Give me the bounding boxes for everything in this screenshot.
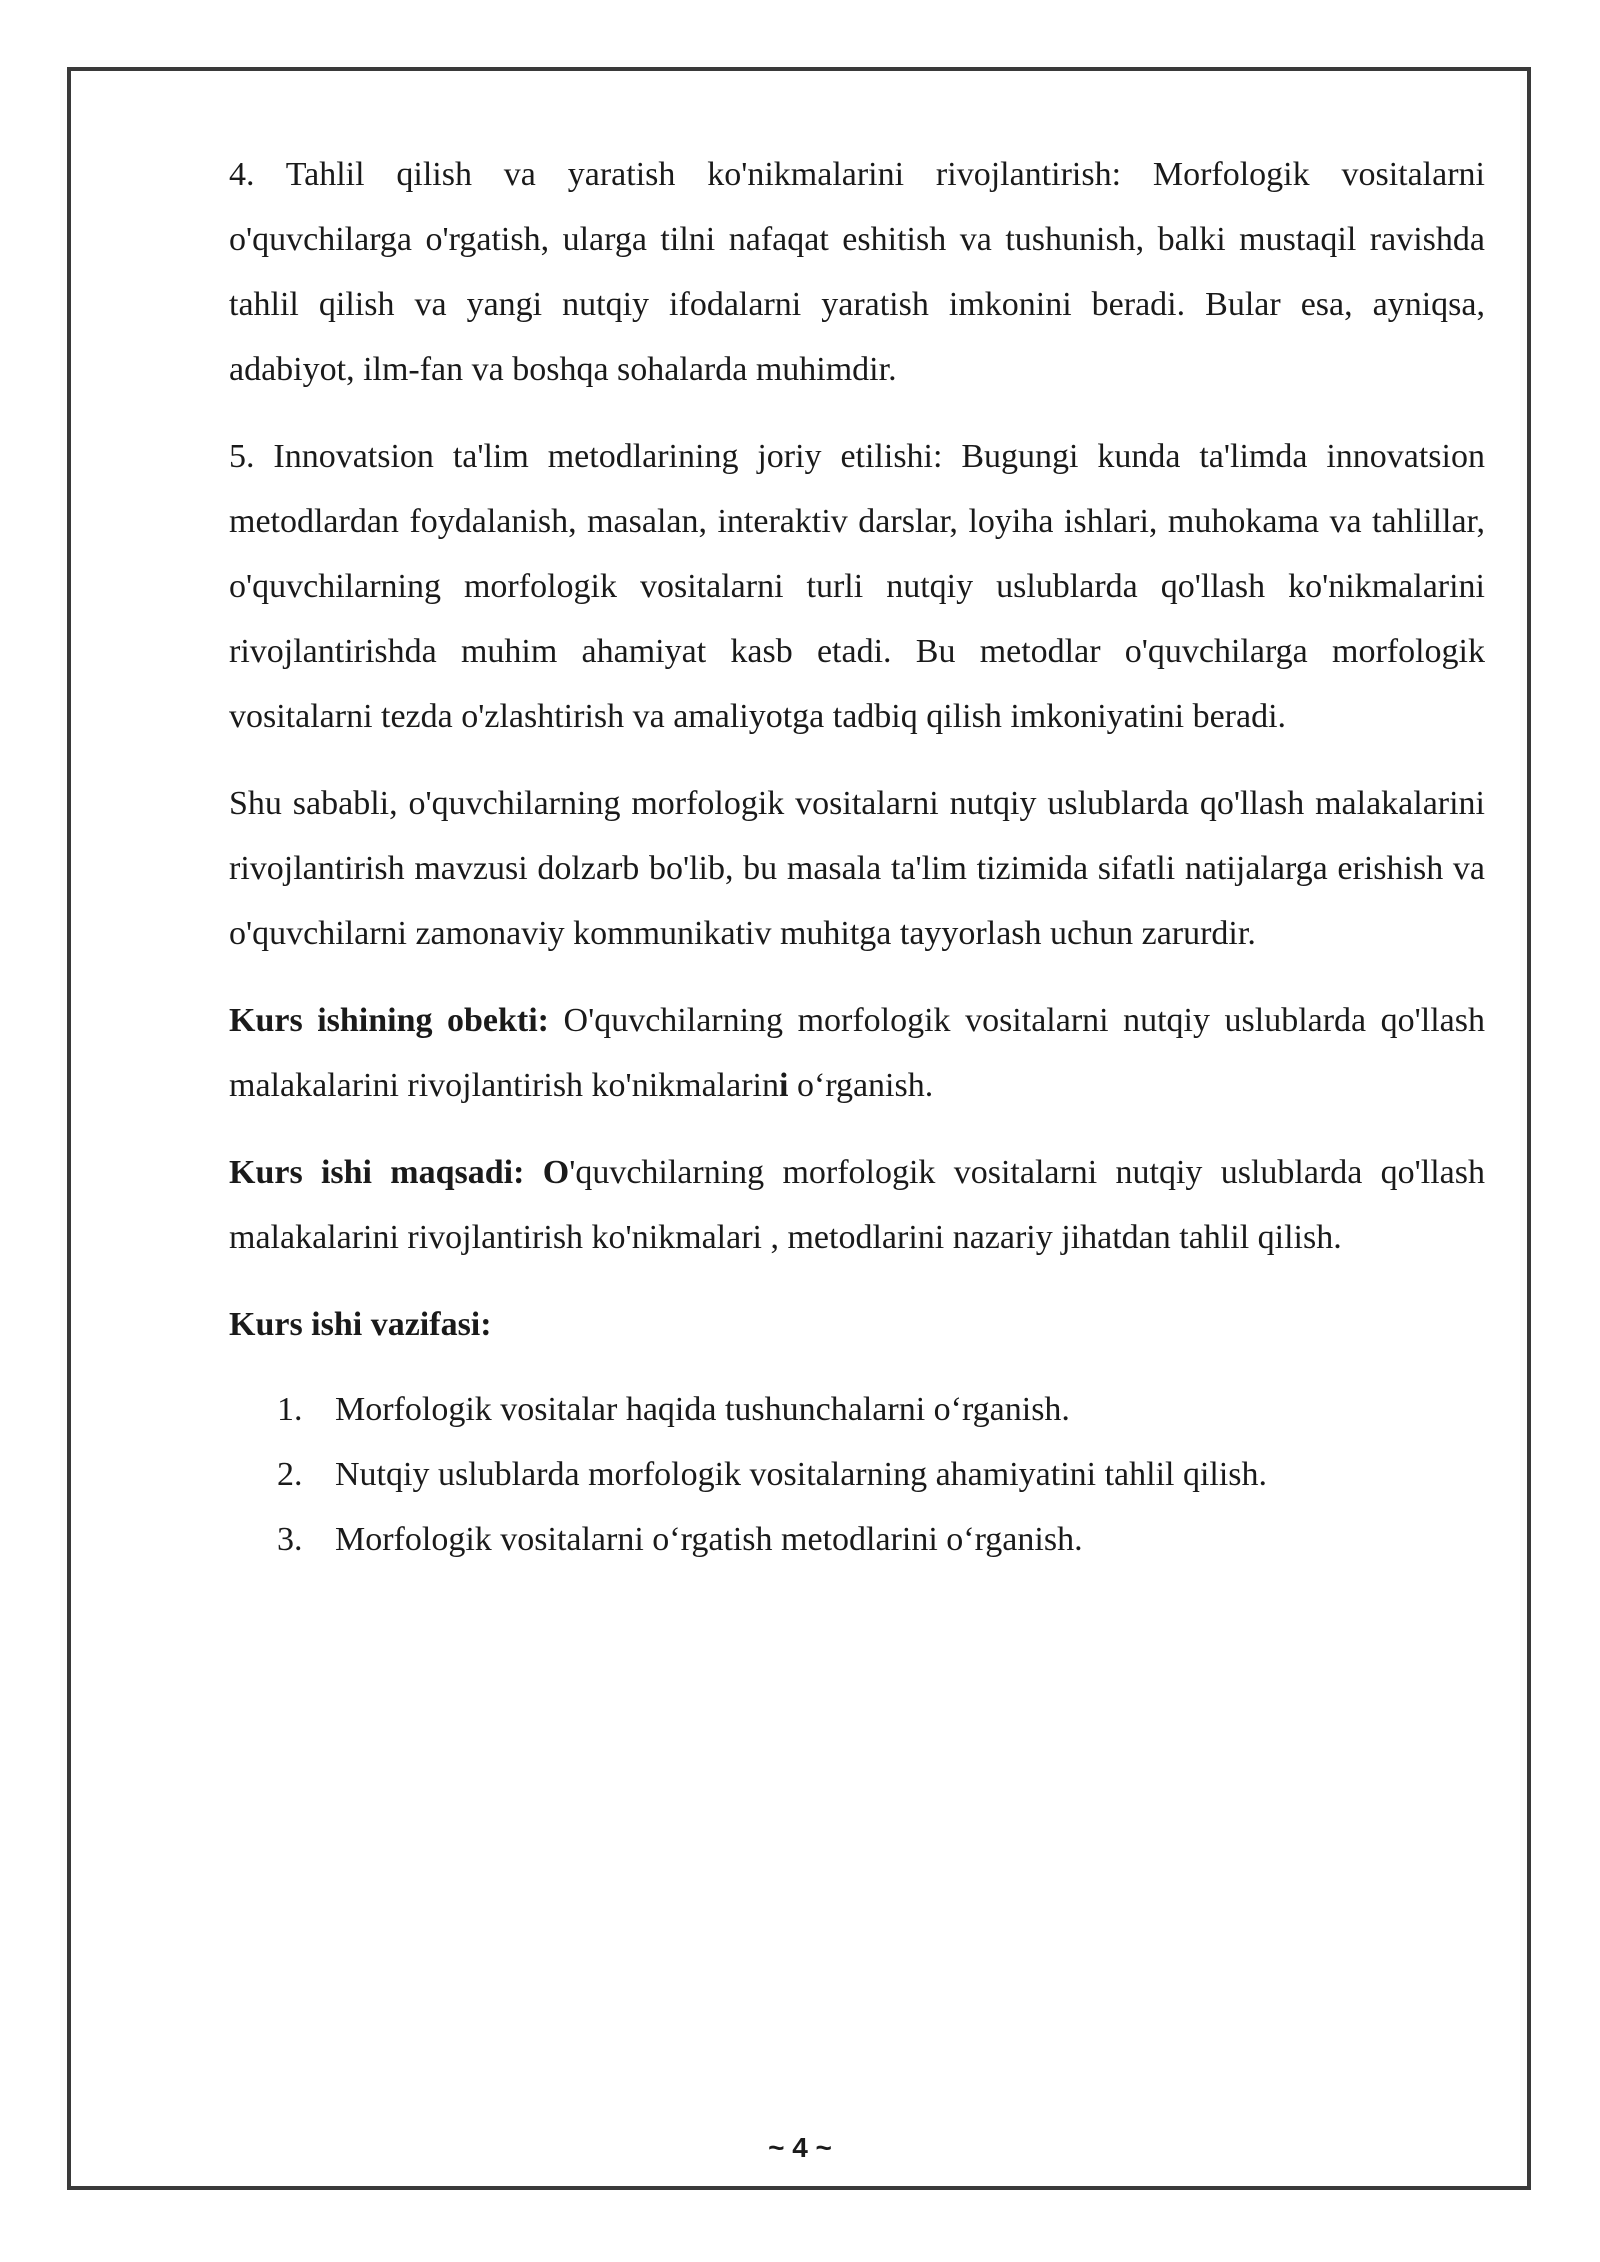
course-goal-label: Kurs ishi maqsadi: bbox=[229, 1154, 543, 1191]
list-item-text: Morfologik vositalarni o‘rgatish metodlarini o‘rganish. bbox=[335, 1521, 1083, 1558]
paragraph-conclusion: Shu sababli, o'quvchilarning morfologik vositalarni nutqiy uslublarda qo'llash malakalarini rivojlantirish mavzusi dolzarb bo'lib, bu masala ta'lim tizimida sifatli natijalarga erishish va o'quvchilarni zamonaviy kommunikativ muhitga tayyorlash uchun zarurdir. bbox=[229, 785, 1485, 952]
course-object-bold-letter: i bbox=[778, 1067, 789, 1104]
course-goal-text: 'quvchilarning morfologik vositalarni nutqiy uslublarda qo'llash malakalarini rivojlantirish ko'nikmalari , metodlarini nazariy jihatdan tahlil qilish. bbox=[229, 1154, 1485, 1256]
list-item bbox=[277, 1507, 1485, 1572]
document-body bbox=[229, 142, 1485, 1572]
list-item bbox=[277, 1377, 1485, 1442]
list-item-number: 2. bbox=[277, 1456, 303, 1493]
paragraph-analysis-skills: 4. Tahlil qilish va yaratish ko'nikmalarini rivojlantirish: Morfologik vositalarni o'quvchilarga o'rgatish, ularga tilni nafaqat eshitish va tushunish, balki mustaqil ravishda tahlil qilish va yangi nutqiy ifodalarni yaratish imkonini beradi. Bular esa, ayniqsa, adabiyot, ilm-fan va boshqa sohalarda muhimdir. bbox=[229, 156, 1485, 388]
paragraph-course-goal bbox=[229, 1140, 1485, 1270]
paragraph-course-object bbox=[229, 988, 1485, 1118]
list-item-number: 1. bbox=[277, 1391, 303, 1428]
course-object-text-end: o‘rganish. bbox=[788, 1067, 934, 1104]
course-object-label: Kurs ishining obekti: bbox=[229, 1002, 550, 1039]
list-item-number: 3. bbox=[277, 1521, 303, 1558]
list-item-text: Nutqiy uslublarda morfologik vositalarning ahamiyatini tahlil qilish. bbox=[335, 1456, 1268, 1493]
list-item bbox=[277, 1442, 1485, 1507]
list-item-text: Morfologik vositalar haqida tushunchalarni o‘rganish. bbox=[335, 1391, 1070, 1428]
page-number: ~ 4 ~ bbox=[768, 2132, 832, 2163]
course-tasks-heading: Kurs ishi vazifasi: bbox=[229, 1306, 492, 1343]
course-tasks-list bbox=[229, 1377, 1485, 1572]
course-goal-bold-letter: O bbox=[542, 1154, 570, 1191]
paragraph-innovative-methods: 5. Innovatsion ta'lim metodlarining joriy etilishi: Bugungi kunda ta'limda innovatsion metodlardan foydalanish, masalan, interaktiv darslar, loyiha ishlari, muhokama va tahlillar, o'quvchilarning morfologik vositalarni turli nutqiy uslublarda qo'llash ko'nikmalarini rivojlantirishda muhim ahamiyat kasb etadi. Bu metodlar o'quvchilarga morfologik vositalarni tezda o'zlashtirish va amaliyotga tadbiq qilish imkoniyatini beradi. bbox=[229, 438, 1485, 735]
course-object-text: O'quvchilarning morfologik vositalarni nutqiy uslublarda qo'llash malakalarini rivojlantirish ko'nikmalarin bbox=[229, 1002, 1485, 1104]
